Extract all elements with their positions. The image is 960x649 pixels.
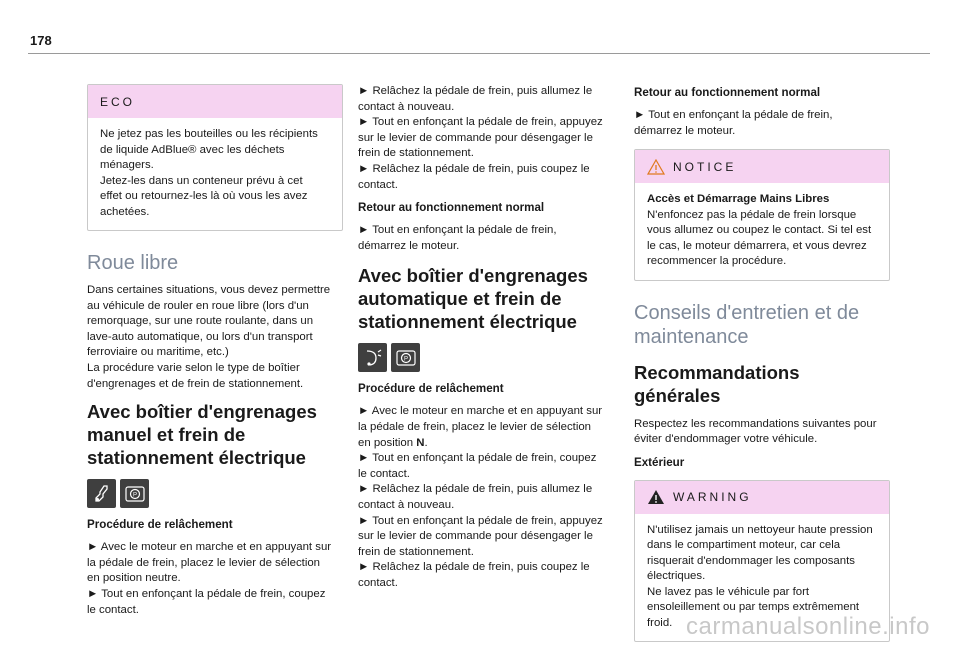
notice-box	[634, 149, 890, 281]
release-steps-2: ► Avec le moteur en marche et en appuyant sur la pédale de frein, placez le levier de sélection en position N. ► Tout en enfonçant la pédale de frein, coupez le contact. ► Relâchez la pédale de frein, puis allumez le contact à nouveau. ► Tout en enfonçant la pédale de frein, appuyez sur le levier de commande pour désengager le frein de stationnement. ► Relâchez la pédale de frein, puis coupez le contact.	[358, 405, 603, 589]
column-3	[634, 84, 890, 649]
icon-row-automatic	[358, 343, 614, 372]
heading-recommandations: Recommandations générales	[634, 361, 800, 406]
return-steps-1: ► Tout en enfonçant la pédale de frein, démarrez le moteur.	[358, 224, 557, 252]
notice-box-text: Accès et Démarrage Mains Libres N'enfoncez pas la pédale de frein lorsque vous allumez ou coupez le contact. Si tel est le cas, le moteur démarrera, et vous devrez recommencer la procédure.	[647, 193, 872, 268]
subheading-release-2: Procédure de relâchement	[358, 382, 504, 396]
eco-box	[87, 84, 343, 231]
subheading-release-1: Procédure de relâchement	[87, 518, 233, 532]
column-1	[87, 84, 343, 626]
return-steps-2: ► Tout en enfonçant la pédale de frein, démarrez le moteur.	[634, 109, 833, 137]
automatic-gear-icon	[358, 343, 387, 372]
parking-brake-icon	[391, 343, 420, 372]
warning-box-title: WARNING	[673, 490, 752, 505]
warning-box-text: N'utilisez jamais un nettoyeur haute pression dans le compartiment moteur, car cela risquerait d'endommager les composants électriques. Ne lavez pas le véhicule par fort ensoleillement ou par temps extrêmement froid.	[647, 523, 873, 629]
subheading-exterieur: Extérieur	[634, 455, 685, 469]
svg-text:P: P	[132, 492, 137, 499]
watermark: carmanualsonline.info	[686, 613, 930, 640]
recommandations-intro: Respectez les recommandations suivantes pour éviter d'endommager votre véhicule.	[634, 417, 877, 446]
section-title-roue-libre: Roue libre	[87, 252, 179, 274]
warning-triangle-filled-icon	[647, 489, 665, 505]
warning-triangle-icon	[647, 159, 665, 175]
subheading-return-1: Retour au fonctionnement normal	[358, 201, 545, 215]
parking-brake-icon	[120, 479, 149, 508]
roue-libre-intro: Dans certaines situations, vous devez permettre au véhicule de rouler en roue libre (lors d'un remorquage, sur une route roulante, dans un lave-auto automatique, ou lors d'un transport ferroviaire ou maritime, etc.) La procédure varie selon le type de boîtier d'engrenages et de frein de stationnement.	[87, 284, 331, 390]
subheading-return-2: Retour au fonctionnement normal	[634, 86, 821, 99]
release-steps-1-continued: ► Relâchez la pédale de frein, puis allumez le contact à nouveau. ► Tout en enfonçant la pédale de frein, appuyez sur le levier de commande pour désengager le frein de stationnement. ► Relâchez la pédale de frein, puis coupez le contact.	[358, 85, 603, 191]
warning-box-header	[635, 481, 889, 514]
svg-text:P: P	[403, 356, 408, 363]
page-number: 178	[30, 33, 52, 48]
section-title-entretien: Conseils d'entretien et de maintenance	[634, 301, 860, 348]
top-rule	[28, 53, 930, 54]
manual-gear-icon	[87, 479, 116, 508]
eco-box-title: ECO	[88, 85, 342, 118]
eco-box-text: Ne jetez pas les bouteilles ou les récipients de liquide AdBlue® avec les déchets ménagers. Jetez-les dans un conteneur prévu à cet effet ou retournez-les là où vous les avez achetées.	[100, 128, 318, 218]
notice-box-header	[635, 150, 889, 183]
release-steps-1: ► Avec le moteur en marche et en appuyant sur la pédale de frein, placez le levier de sélection en position neutre. ► Tout en enfonçant la pédale de frein, coupez le contact.	[87, 541, 332, 616]
icon-row-manual	[87, 479, 343, 508]
notice-box-title: NOTICE	[673, 159, 737, 174]
heading-manual-gearbox: Avec boîtier d'engrenages manuel et frein de stationnement électrique	[87, 401, 317, 469]
heading-automatic-gearbox: Avec boîtier d'engrenages automatique et frein de stationnement électrique	[358, 265, 588, 333]
column-2	[358, 84, 614, 599]
